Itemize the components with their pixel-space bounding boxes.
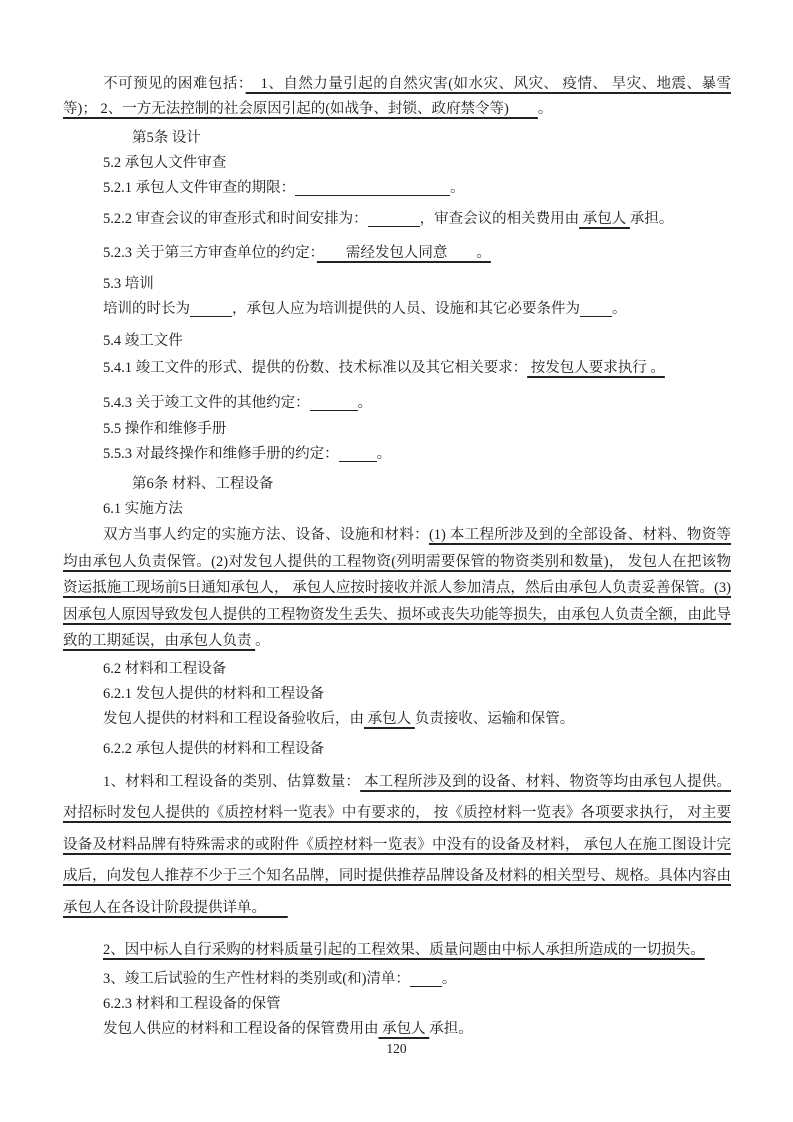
fill-in-blank — [295, 183, 450, 196]
fill-in-blank — [368, 214, 420, 227]
clause-text: 发包人提供的材料和工程设备验收后，由 — [103, 710, 364, 727]
clause-6-2-3 — [63, 992, 731, 1017]
clause-6-2-3-body — [63, 1017, 731, 1042]
clause-6-2-2-item-2 — [63, 938, 731, 963]
clause-text: 负责接收、运输和保管。 — [414, 710, 575, 727]
clause-text: 5.3 培训 — [103, 276, 154, 292]
clause-text: 双方当事人约定的实施方法、设备、设施和材料： — [103, 527, 429, 543]
filled-in-text: 承包人 — [579, 211, 630, 227]
filled-in-text: 需经发包人同意 。 — [316, 245, 491, 261]
filled-in-text: (1) 本工程所涉及到的全部设备、材料、物资等均由承包人负责保管。(2)对发包人提供的工程物资(列明需要保管的物资类别和数量)， 发包人在把该物资运抵施工现场前5日通知承包人， 承包人应按时接收并派人参加清点，然后由承包人负责妥善保管。(3)因承包人原因导致发包人提供的工程物资发生丢失、损坏或丧失功能等损失，由承包人负责全额，由此导致的工期延误，由承包人负责 — [63, 527, 732, 649]
clause-text: 6.2 材料和工程设备 — [103, 660, 227, 677]
clause-text: ，审查会议的相关费用由 — [419, 211, 580, 227]
page-number: 120 — [386, 1041, 407, 1056]
clause-text: 。 — [612, 301, 627, 317]
clause-text: 。 — [376, 446, 392, 462]
clause-text: 。 — [441, 971, 457, 987]
clause-text: 5.2 承包人文件审查 — [103, 155, 227, 171]
clause-5-4-1 — [63, 356, 731, 381]
filled-in-text: 按发包人要求执行 。 — [527, 360, 665, 376]
clause-5-3-body — [63, 297, 731, 322]
filled-in-text: 本工程所涉及到的设备、材料、物资等均由承包人提供。对招标时发包人提供的《质控材料一览表》中有要求的， 按《质控材料一览表》各项要求执行， 对主要设备及材料品牌有特殊需求的或附件《质控材料一览表》中没有的设备及材料， 承包人在施工图设计完成后，向发包人推荐不少于三个知名品牌，同时提供推荐品牌设备及材料的相关型号、规格。具体内容由承包人在各设计阶段提供详单。 — [63, 773, 732, 916]
clause-5-4 — [63, 329, 731, 354]
clause-5-3 — [63, 272, 731, 297]
fill-in-blank — [310, 398, 358, 411]
clause-text: 发包人供应的材料和工程设备的保管费用由 — [103, 1021, 379, 1037]
fill-in-blank — [339, 449, 377, 462]
clause-text: 1、材料和工程设备的类别、估算数量： — [103, 773, 361, 790]
clause-text: 5.4.3 关于竣工文件的其他约定： — [103, 395, 310, 411]
clause-text: 。 — [537, 101, 553, 117]
fill-in-blank — [410, 974, 442, 987]
clause-text: 。 — [357, 395, 373, 411]
clause-6-2-2 — [63, 737, 731, 762]
clause-6-2-2-item-1 — [63, 767, 731, 925]
clause-text: 5.2.3 关于第三方审查单位的约定： — [103, 245, 317, 261]
clause-text: 5.5 操作和维修手册 — [103, 421, 227, 437]
clause-6-1-body — [63, 522, 731, 655]
clause-5-2-1 — [63, 176, 731, 201]
clause-6-2-2-item-3 — [63, 967, 731, 992]
contract-body — [63, 72, 731, 1042]
clause-text: 5.4.1 竣工文件的形式、提供的份数、技术标准以及其它相关要求： — [103, 360, 528, 376]
clause-unforeseen-difficulties — [63, 72, 731, 122]
clause-text: 6.1 实施方法 — [103, 501, 183, 517]
clause-text: 5.4 竣工文件 — [103, 333, 183, 349]
clause-5-5 — [63, 417, 731, 442]
heading-article-6 — [63, 472, 731, 497]
filled-in-text: 承包人 — [364, 710, 415, 727]
clause-text: 6.2.1 发包人提供的材料和工程设备 — [103, 685, 325, 702]
clause-6-2-1-body — [63, 707, 731, 732]
clause-text: 第5条 设计 — [132, 130, 201, 146]
clause-text: 培训的时长为 — [103, 301, 190, 317]
clause-6-2 — [63, 657, 731, 682]
fill-in-blank — [580, 304, 612, 317]
clause-text: 。 — [255, 633, 270, 649]
clause-text: 5.5.3 对最终操作和维修手册的约定： — [103, 446, 339, 462]
clause-5-2-2 — [63, 207, 731, 232]
clause-text: ，承包人应为培训提供的人员、设施和其它必要条件为 — [232, 301, 580, 317]
clause-text: 不可预见的困难包括： — [103, 76, 246, 92]
clause-text: 承担。 — [429, 1021, 473, 1037]
clause-text: 3、竣工后试验的生产性材料的类别或(和)清单： — [103, 971, 410, 987]
clause-6-1 — [63, 497, 731, 522]
clause-6-2-1 — [63, 682, 731, 707]
clause-text: 6.2.3 材料和工程设备的保管 — [103, 996, 281, 1012]
clause-text: 。 — [450, 180, 465, 196]
clause-text: 第6条 材料、工程设备 — [132, 476, 274, 492]
fill-in-blank — [190, 304, 232, 317]
filled-in-text: 2、因中标人自行采购的材料质量引起的工程效果、质量问题由中标人承担所造成的一切损失。 — [103, 942, 705, 958]
heading-article-5 — [63, 126, 731, 151]
clause-5-5-3 — [63, 442, 731, 467]
clause-text: 5.2.2 审查会议的审查形式和时间安排为： — [103, 211, 368, 227]
filled-in-text: 1、自然力量引起的自然灾害(如水灾、风灾、 疫情、 旱灾、地震、暴雪等)； 2、一方无法控制的社会原因引起的(如战争、封锁、政府禁令等) — [63, 76, 732, 117]
clause-5-2-3 — [63, 241, 731, 266]
clause-5-2 — [63, 151, 731, 176]
filled-in-text: 承包人 — [378, 1021, 430, 1037]
clause-text: 6.2.2 承包人提供的材料和工程设备 — [103, 740, 325, 757]
clause-text: 5.2.1 承包人文件审查的期限： — [103, 180, 296, 196]
clause-text: 承担。 — [629, 211, 674, 227]
clause-5-4-3 — [63, 391, 731, 416]
